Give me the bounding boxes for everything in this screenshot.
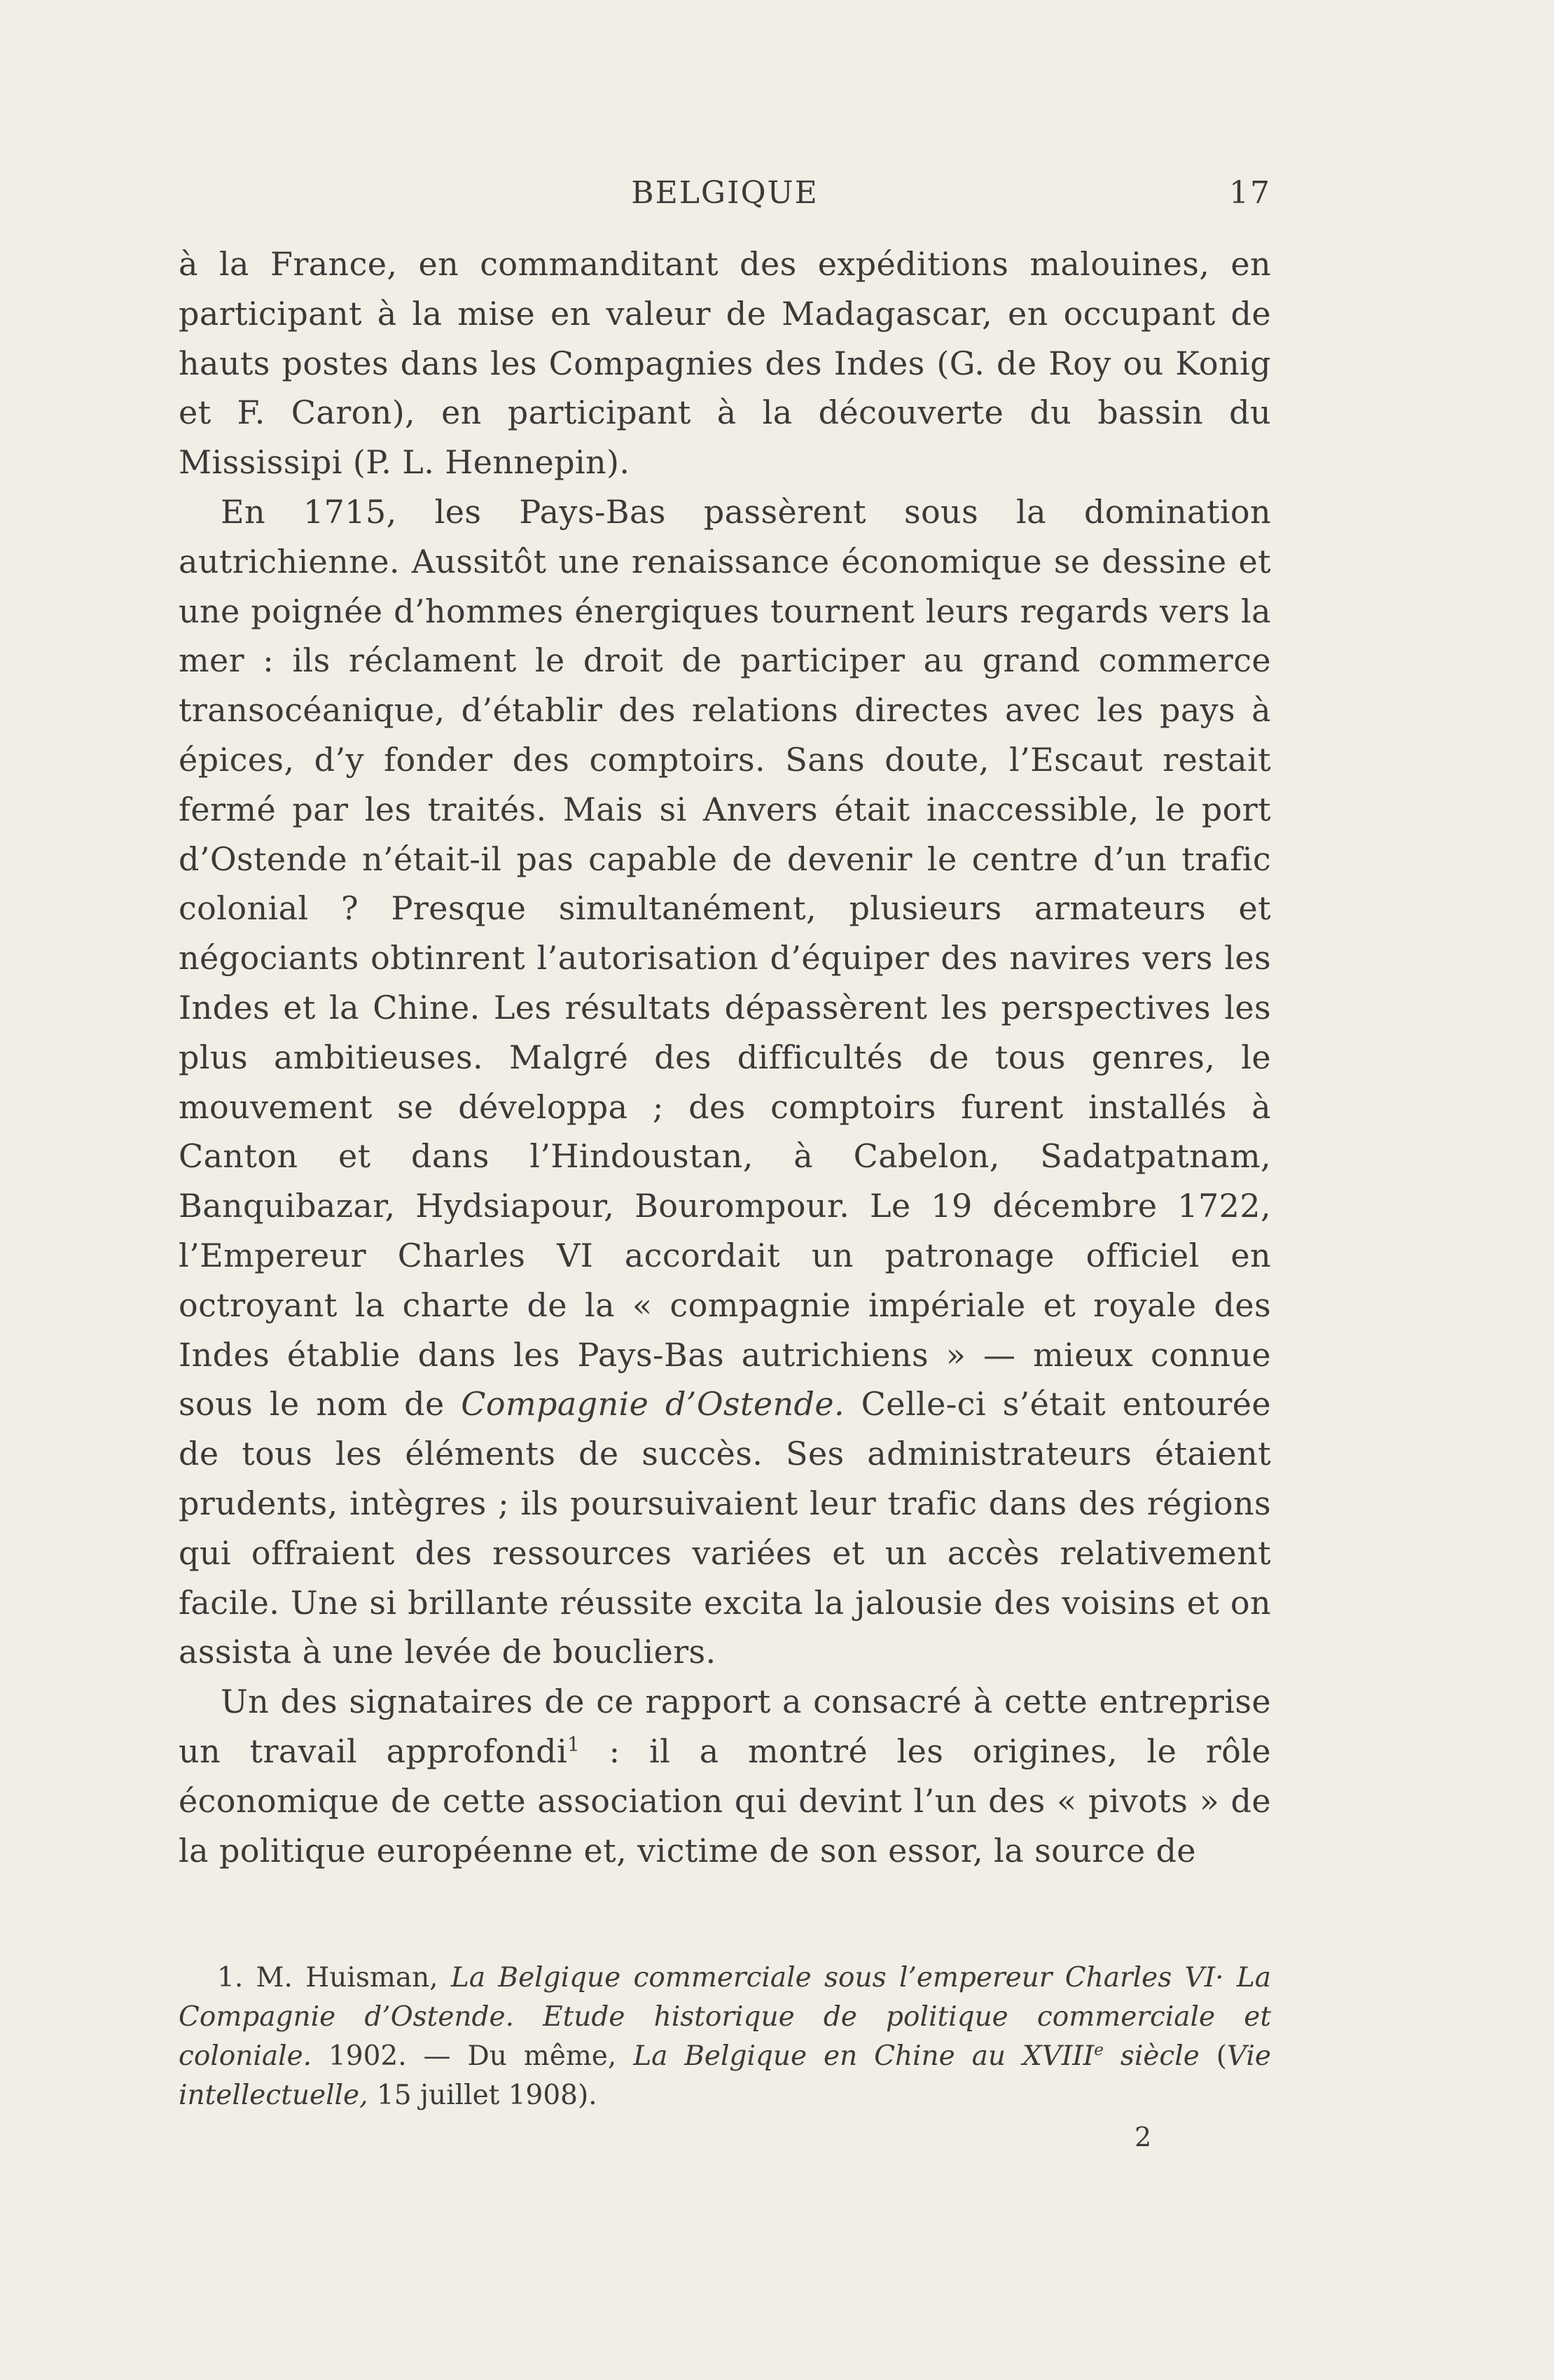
running-head-title: BELGIQUE: [631, 175, 819, 211]
paragraph-3: [179, 1677, 1271, 1875]
running-head: [179, 175, 1271, 217]
page-number: 17: [1229, 175, 1271, 211]
footnote-marker: 1.: [217, 1962, 244, 1993]
paragraph-3-text-b: : il a montré les origines, le rôle économique de cette association qui devint l’un des « pivots » de la politique européenne et, victime de son essor, la source de: [179, 1732, 1271, 1870]
paragraph-2: [179, 487, 1271, 1677]
footnote-reference: 1: [567, 1732, 581, 1756]
footnote-mid: 1902. — Du même,: [312, 2040, 634, 2072]
body-text: [179, 239, 1271, 1875]
footnote-title-2: [633, 2040, 1200, 2072]
footnote-title-2-text: La Belgique en Chine au XVIII: [633, 2040, 1095, 2072]
footnotes: [179, 1958, 1271, 2115]
paragraph-1: à la France, en commanditant des expéditions malouines, en participant à la mise en valeur de Madagascar, en occupant de hauts postes dans les Compagnies des Indes (G. de Roy ou Konig et F. Caron), en participant à la découverte du bassin du Mississipi (P. L. Hennepin).: [179, 245, 1271, 482]
signature-mark: 2: [1135, 2122, 1152, 2152]
paragraph-2-text-a: En 1715, les Pays-Bas passèrent sous la domination autrichienne. Aussitôt une renaissance économique se dessine et une poignée d’hommes énergiques tournent leurs regards vers la mer : ils réclament le droit de participer au grand commerce transocéanique, d’établir des relations directes avec les pays à épices, d’y fonder des comptoirs. Sans doute, l’Escaut restait fermé par les traités. Mais si Anvers était inaccessible, le port d’Ostende n’était-il pas capable de devenir le centre d’un trafic colonial ? Presque simultanément, plusieurs armateurs et négociants obtinrent l’autorisation d’équiper des navires vers les Indes et la Chine. Les résultats dépassèrent les perspectives les plus ambitieuses. Malgré des difficultés de tous genres, le mouvement se développa ; des comptoirs furent installés à Canton et dans l’Hindoustan, à Cabelon, Sadatpatnam, Banquibazar, Hydsiapour, Bourompour. Le 19 décembre 1722, l’Empereur Charles VI accordait un patronage officiel en octroyant la charte de la « compagnie impériale et royale des Indes établie dans les Pays-Bas autrichiens » — mieux connue sous le nom de: [179, 492, 1271, 1424]
footnote-title-1: La Belgique commerciale sous l’empereur Charles VI· La Compagnie d’Ostende. Etude historique de politique commerciale et coloniale.: [179, 1962, 1271, 2072]
company-name-italic: Compagnie d’Ostende.: [461, 1385, 845, 1424]
footnote-journal: Vie intellectuelle,: [179, 2040, 1271, 2111]
footnote-author: M. Huisman,: [243, 1962, 451, 1993]
paragraph-2-text-b: Celle-ci s’était entourée de tous les éléments de succès. Ses administrateurs étaient prudents, intègres ; ils poursuivaient leur trafic dans des régions qui offraient des ressources variées et un accès relativement facile. Une si brillante réussite excita la jalousie des voisins et on assista à une levée de boucliers.: [179, 1385, 1271, 1671]
footnote-end: 15 juillet 1908).: [368, 2080, 597, 2111]
footnote-1: [179, 1958, 1271, 2115]
footnote-paren-open: (: [1199, 2040, 1227, 2072]
footnote-title-2-end: siècle: [1103, 2040, 1200, 2072]
paragraph-3-text-a: Un des signataires de ce rapport a consacré à cette entreprise un travail approfondi: [179, 1683, 1271, 1770]
footnote-title-2-sup: e: [1094, 2040, 1104, 2059]
